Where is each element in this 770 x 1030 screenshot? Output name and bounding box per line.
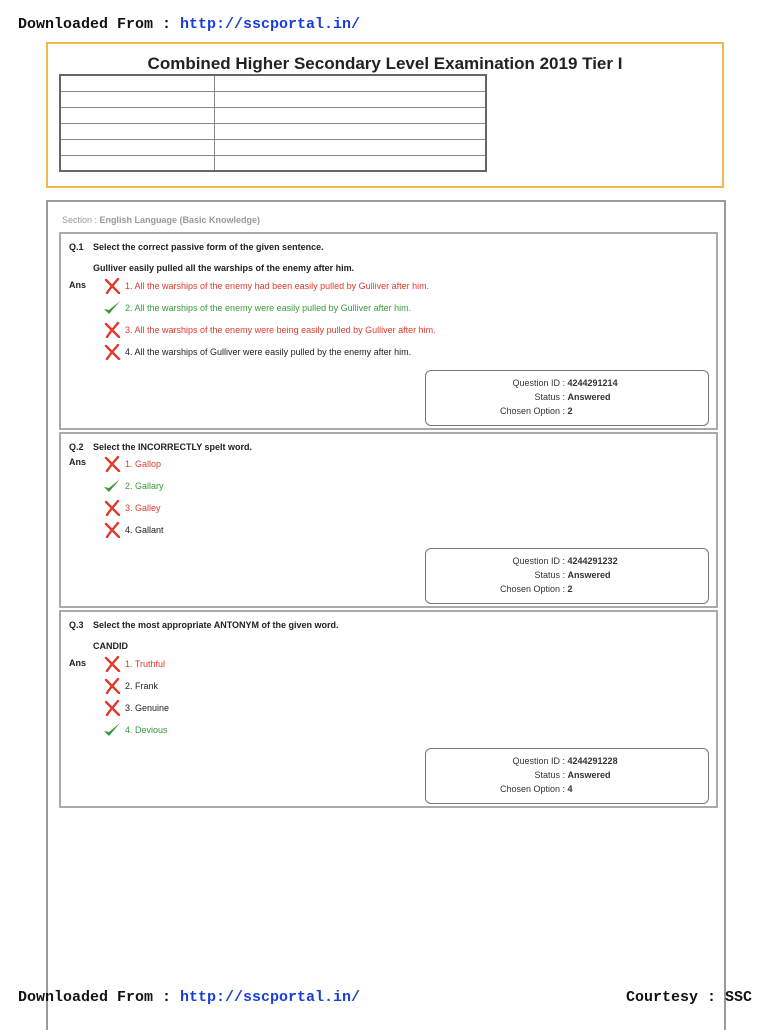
- check-mark-icon: [103, 478, 121, 494]
- answer-option: [103, 722, 168, 738]
- question-meta-box: [425, 548, 709, 604]
- cross-mark-icon: [103, 678, 121, 694]
- option-text: 3. Genuine: [125, 703, 170, 713]
- question-id-label: Question ID :: [512, 556, 565, 566]
- option-text: 1. Truthful: [125, 659, 166, 669]
- chosen-option-row: [426, 406, 626, 416]
- status-value: Answered: [567, 770, 611, 780]
- status-value: Answered: [567, 392, 611, 402]
- option-text: 2. Frank: [125, 681, 159, 691]
- download-source-header: [18, 16, 360, 33]
- question-header: [69, 620, 339, 630]
- ans-label: Ans: [69, 658, 87, 668]
- info-cell: [60, 139, 214, 155]
- question-header: [69, 242, 324, 252]
- info-cell: [214, 107, 486, 123]
- info-cell: [214, 155, 486, 171]
- status-label: Status :: [534, 392, 565, 402]
- info-row: [60, 75, 486, 91]
- chosen-option-row: [426, 584, 626, 594]
- answer-option: [103, 678, 158, 694]
- cross-mark-icon: [103, 278, 121, 294]
- question-id-value: 4244291228: [567, 756, 618, 766]
- cross-mark-icon: [103, 456, 121, 472]
- answer-option: [103, 344, 411, 360]
- info-row: [60, 139, 486, 155]
- question-id-value: 4244291214: [567, 378, 618, 388]
- section-prefix: Section :: [62, 215, 100, 225]
- chosen-option-value: 4: [567, 784, 573, 794]
- status-value: Answered: [567, 570, 611, 580]
- status-label: Status :: [534, 770, 565, 780]
- option-text: 1. All the warships of the enemy had been easily pulled by Gulliver after him.: [125, 281, 430, 291]
- info-row: [60, 91, 486, 107]
- option-text: 4. Gallant: [125, 525, 164, 535]
- status-label: Status :: [534, 570, 565, 580]
- info-cell: [214, 75, 486, 91]
- question-id-label: Question ID :: [512, 756, 565, 766]
- question-number: Q.2: [69, 442, 84, 452]
- chosen-option-label: Chosen Option :: [499, 406, 565, 416]
- downloaded-from-label: Downloaded From :: [18, 16, 181, 33]
- question-id-row: [426, 756, 626, 766]
- chosen-option-value: 2: [567, 406, 573, 416]
- question-text: Select the INCORRECTLY spelt word.: [93, 442, 253, 452]
- chosen-option-label: Chosen Option :: [499, 584, 565, 594]
- check-mark-icon: [103, 300, 121, 316]
- info-cell: [60, 91, 214, 107]
- cross-mark-icon: [103, 700, 121, 716]
- response-sheet-frame: [46, 200, 726, 1030]
- question-meta-box: [425, 748, 709, 804]
- option-text: 4. All the warships of Gulliver were easily pulled by the enemy after him.: [125, 347, 412, 357]
- question-text: Select the most appropriate ANTONYM of the given word.: [93, 620, 339, 630]
- answer-option: [103, 300, 411, 316]
- status-row: [426, 392, 626, 402]
- info-cell: [214, 91, 486, 107]
- cross-mark-icon: [103, 522, 121, 538]
- ans-label: Ans: [69, 280, 87, 290]
- question-id-row: [426, 378, 626, 388]
- info-row: [60, 155, 486, 171]
- option-text: 2. Gallary: [125, 481, 164, 491]
- cross-mark-icon: [103, 500, 121, 516]
- candidate-info-table: [59, 74, 487, 172]
- courtesy-label: Courtesy : SSC: [625, 989, 752, 1006]
- info-cell: [60, 75, 214, 91]
- option-text: 3. Galley: [125, 503, 161, 513]
- info-row: [60, 107, 486, 123]
- chosen-option-value: 2: [567, 584, 573, 594]
- info-row: [60, 123, 486, 139]
- info-cell: [60, 123, 214, 139]
- question-id-label: Question ID :: [512, 378, 565, 388]
- section-name: English Language (Basic Knowledge): [99, 215, 261, 225]
- section-label: [62, 215, 260, 225]
- option-text: 2. All the warships of the enemy were easily pulled by Gulliver after him.: [125, 303, 412, 313]
- question-number: Q.1: [69, 242, 84, 252]
- status-row: [426, 770, 626, 780]
- question-header: [69, 442, 252, 452]
- info-cell: [214, 139, 486, 155]
- answer-option: [103, 522, 164, 538]
- answer-option: [103, 700, 169, 716]
- question-card: [59, 610, 718, 808]
- option-text: 4. Devious: [125, 725, 168, 735]
- question-card: [59, 232, 718, 430]
- downloaded-from-label: Downloaded From :: [18, 989, 181, 1006]
- question-subtext: CANDID: [93, 641, 128, 651]
- option-text: 1. Gallop: [125, 459, 162, 469]
- exam-title: Combined Higher Secondary Level Examination 2019 Tier I: [147, 54, 623, 73]
- ans-label: Ans: [69, 457, 87, 467]
- answer-option: [103, 478, 164, 494]
- info-cell: [214, 123, 486, 139]
- source-link[interactable]: http://sscportal.in/: [180, 16, 361, 33]
- chosen-option-row: [426, 784, 626, 794]
- option-text: 3. All the warships of the enemy were being easily pulled by Gulliver after him.: [125, 325, 436, 335]
- answer-option: [103, 500, 161, 516]
- question-card: [59, 432, 718, 608]
- question-number: Q.3: [69, 620, 84, 630]
- check-mark-icon: [103, 722, 121, 738]
- info-cell: [60, 107, 214, 123]
- question-id-row: [426, 556, 626, 566]
- question-meta-box: [425, 370, 709, 426]
- answer-option: [103, 322, 436, 338]
- status-row: [426, 570, 626, 580]
- info-cell: [60, 155, 214, 171]
- question-subtext: Gulliver easily pulled all the warships of the enemy after him.: [93, 263, 355, 273]
- exam-header-box: [46, 42, 724, 188]
- question-id-value: 4244291232: [567, 556, 618, 566]
- answer-option: [103, 656, 165, 672]
- cross-mark-icon: [103, 322, 121, 338]
- question-text: Select the correct passive form of the given sentence.: [93, 242, 324, 252]
- answer-option: [103, 456, 161, 472]
- source-link[interactable]: http://sscportal.in/: [180, 989, 361, 1006]
- download-source-footer: [18, 989, 360, 1006]
- cross-mark-icon: [103, 344, 121, 360]
- chosen-option-label: Chosen Option :: [499, 784, 565, 794]
- answer-option: [103, 278, 429, 294]
- cross-mark-icon: [103, 656, 121, 672]
